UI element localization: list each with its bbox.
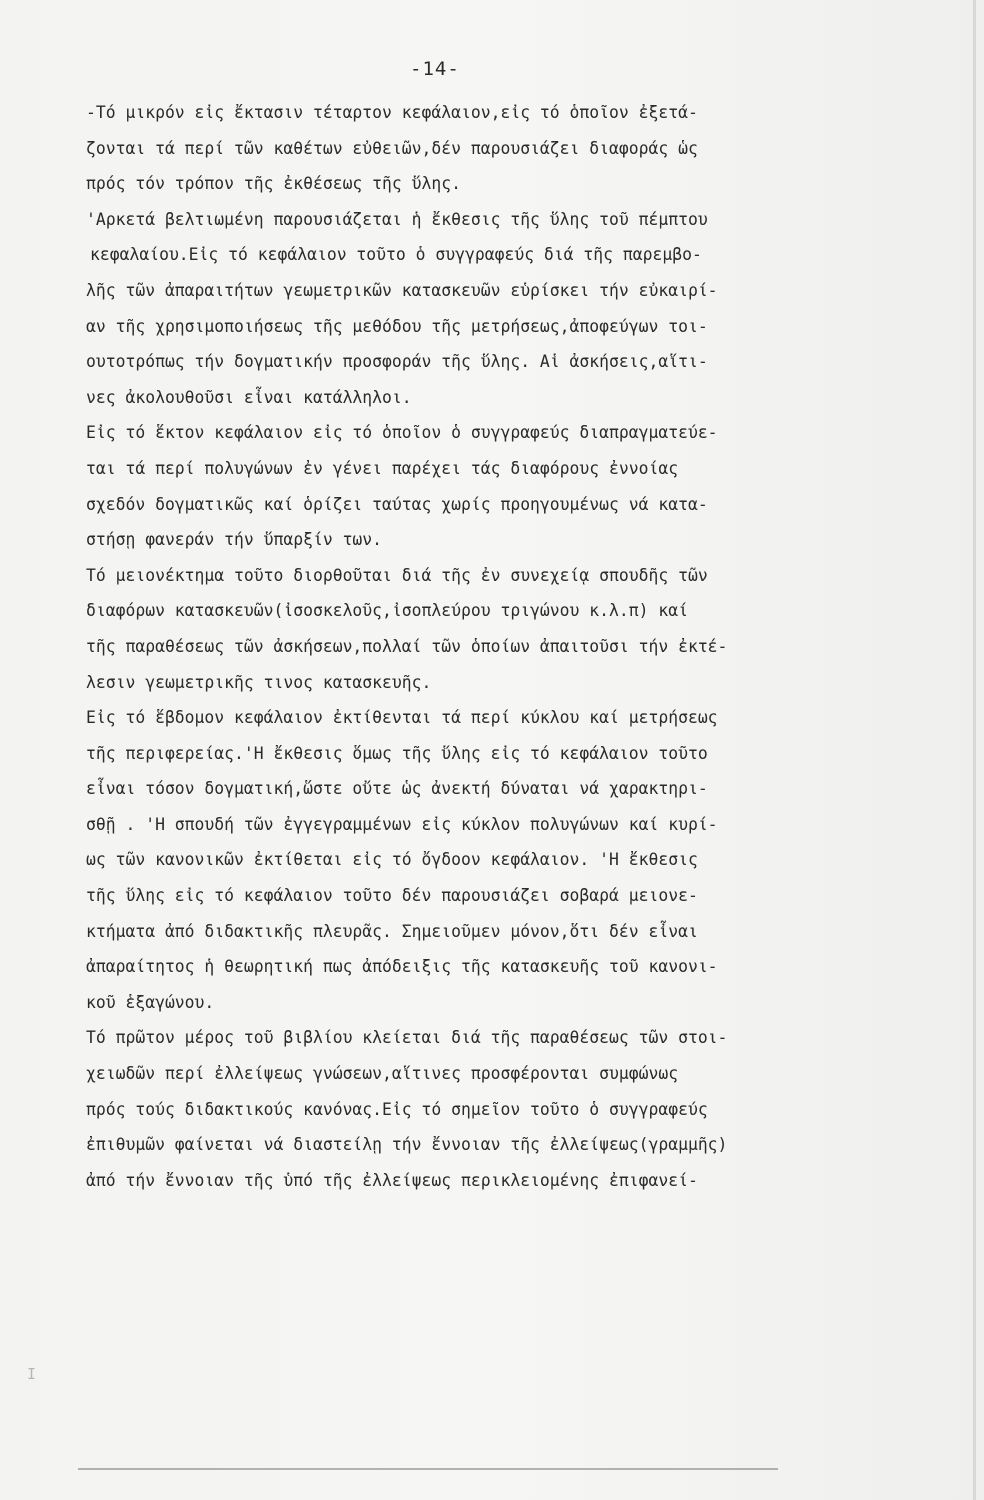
text-line: κοῦ ἑξαγώνου. xyxy=(86,992,215,1012)
text-line: κεφαλαίου.Εἰς τό κεφάλαιον τοῦτο ὁ συγγραφεύς διά τῆς παρεμβο- xyxy=(90,245,702,265)
text-line: -Τό μικρόν εἰς ἔκτασιν τέταρτον κεφάλαιον,εἰς τό ὁποῖον ἐξετά- xyxy=(86,103,698,122)
page-number: -14- xyxy=(410,58,460,80)
text-line: τῆς περιφερείας.'Η ἔκθεσις ὅμως τῆς ὕλης εἰς τό κεφάλαιον τοῦτο xyxy=(86,743,708,763)
text-line: ζονται τά περί τῶν καθέτων εὐθειῶν,δέν παρουσιάζει διαφοράς ὡς xyxy=(86,138,698,158)
text-line: ως τῶν κανονικῶν ἐκτίθεται εἰς τό ὄγδοον κεφάλαιον. 'Η ἔκθεσις xyxy=(86,850,698,870)
text-line: εἶναι τόσον δογματική,ὥστε οὔτε ὡς ἀνεκτή δύναται νά χαρακτηρι- xyxy=(86,779,708,799)
text-line: ουτοτρόπως τήν δογματικήν προσφοράν τῆς ὕλης. Αἱ ἀσκήσεις,αἵτι- xyxy=(86,352,708,372)
text-line: ἐπιθυμῶν φαίνεται νά διαστείλῃ τήν ἔννοιαν τῆς ἐλλείψεως(γραμμῆς) xyxy=(86,1135,728,1155)
text-line: Τό πρῶτον μέρος τοῦ βιβλίου κλείεται διά τῆς παραθέσεως τῶν στοι- xyxy=(86,1028,728,1048)
text-line: ται τά περί πολυγώνων ἐν γένει παρέχει τάς διαφόρους ἐννοίας xyxy=(86,458,679,478)
text-line: Εἰς τό ἕκτον κεφάλαιον εἰς τό ὁποῖον ὁ συγγραφεύς διαπραγματεύε- xyxy=(86,423,718,443)
page-edge-shadow xyxy=(973,0,976,1500)
text-line: νες ἀκολουθοῦσι εἶναι κατάλληλοι. xyxy=(86,387,412,407)
body-text xyxy=(86,95,958,1198)
text-line: πρός τούς διδακτικούς κανόνας.Εἰς τό σημεῖον τοῦτο ὁ συγγραφεύς xyxy=(86,1099,708,1119)
text-line: στήσῃ φανεράν τήν ὕπαρξίν των. xyxy=(86,530,383,550)
text-line: τῆς παραθέσεως τῶν ἀσκήσεων,πολλαί τῶν ὁποίων ἀπαιτοῦσι τήν ἐκτέ- xyxy=(86,636,728,656)
text-line: λῆς τῶν ἀπαραιτήτων γεωμετρικῶν κατασκευῶν εὑρίσκει τήν εὐκαιρί- xyxy=(86,280,718,300)
text-line: 'Αρκετά βελτιωμένη παρουσιάζεται ἡ ἔκθεσις τῆς ὕλης τοῦ πέμπτου xyxy=(86,209,708,229)
text-line: πρός τόν τρόπον τῆς ἐκθέσεως τῆς ὕλης. xyxy=(86,174,461,194)
text-line: σθῇ . 'Η σπουδή τῶν ἐγγεγραμμένων εἰς κύκλον πολυγώνων καί κυρί- xyxy=(86,814,718,834)
text-line: διαφόρων κατασκευῶν(ἰσοσκελοῦς,ἰσοπλεύρου τριγώνου κ.λ.π) καί xyxy=(86,601,688,621)
text-line: σχεδόν δογματικῶς καί ὁρίζει ταύτας χωρίς προηγουμένως νά κατα- xyxy=(86,494,708,514)
margin-mark: Ι xyxy=(27,1365,37,1383)
text-line: αν τῆς χρησιμοποιήσεως τῆς μεθόδου τῆς μετρήσεως,ἀποφεύγων τοι- xyxy=(86,316,708,336)
text-line: ἀπό τήν ἔννοιαν τῆς ὑπό τῆς ἐλλείψεως περικλειομένης ἐπιφανεί- xyxy=(86,1170,698,1190)
text-line: κτήματα ἀπό διδακτικῆς πλευρᾶς. Σημειοῦμεν μόνον,ὅτι δέν εἶναι xyxy=(86,921,698,941)
text-line: Εἰς τό ἕβδομον κεφάλαιον ἐκτίθενται τά περί κύκλου καί μετρήσεως xyxy=(86,708,718,728)
text-line: λεσιν γεωμετρικῆς τινος κατασκευῆς. xyxy=(86,672,432,692)
text-line: χειωδῶν περί ἐλλείψεως γνώσεων,αἵτινες προσφέρονται συμφώνως xyxy=(86,1064,679,1084)
bottom-rule xyxy=(78,1468,778,1470)
text-line: Τό μειονέκτημα τοῦτο διορθοῦται διά τῆς ἐν συνεχείᾳ σπουδῆς τῶν xyxy=(86,565,708,585)
text-line: ἀπαραίτητος ἡ θεωρητική πως ἀπόδειξις τῆς κατασκευῆς τοῦ κανονι- xyxy=(86,957,718,977)
text-line: τῆς ὕλης εἰς τό κεφάλαιον τοῦτο δέν παρουσιάζει σοβαρά μειονε- xyxy=(86,886,698,906)
